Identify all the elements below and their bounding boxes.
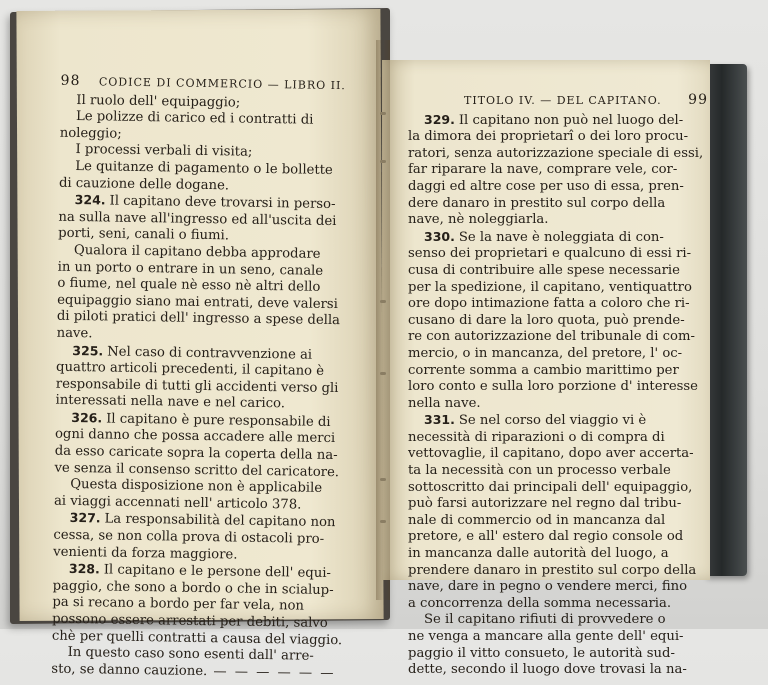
line-text: Questa disposizione non è applicabile [70, 477, 323, 497]
text-line [408, 463, 708, 480]
line-text: chè per quelli contratti a causa del viaggio. [51, 628, 343, 648]
line-text: per la spedizione, il capitano, ventiquattro [408, 279, 692, 295]
line-text: corrente somma a cambio marittimo per [408, 362, 679, 378]
line-text: noleggio; [59, 125, 122, 142]
line-text: ratori, senza autorizzazione speciale di essi, [408, 145, 704, 161]
text-line [408, 263, 708, 280]
line-text: mercio, o in mancanza, del pretore, l' oc- [408, 345, 683, 361]
line-text: Se il capitano rifiuti di provvedere o [424, 612, 666, 628]
text-line [408, 596, 708, 613]
text-line [408, 546, 708, 563]
text-line [408, 513, 708, 530]
right-text-lines [408, 112, 708, 679]
binding-stitch [380, 478, 386, 481]
line-text: loro conto e sulla loro porzione d' interesse [408, 379, 698, 395]
text-line [408, 329, 708, 346]
line-text: di piloti pratici dell' ingresso a spese della [56, 309, 341, 329]
line-text: da esso caricate sopra la coperta della na- [54, 443, 338, 464]
text-line [408, 379, 708, 396]
line-text: prendere danaro in prestito sul corpo della [408, 562, 697, 578]
line-text: daggi ed altre cose per uso di essa, pren- [408, 178, 684, 194]
text-line [408, 129, 708, 146]
line-text: nave, dare in pegno o vendere merci, fino [408, 579, 688, 595]
line-text: nale di commercio od in mancanza dal [408, 512, 666, 528]
text-line [408, 146, 708, 163]
article-number: 326. [71, 409, 103, 426]
text-line [408, 662, 708, 679]
text-line [408, 446, 708, 463]
binding-stitch [380, 372, 386, 375]
line-text: paggio, che sono a bordo o che in scialup- [52, 578, 334, 598]
line-text: può farsi autorizzare nel regno dal tribu- [408, 496, 682, 512]
left-text-lines [51, 92, 386, 683]
line-text: Nel caso di contravvenzione ai [107, 343, 313, 363]
left-page-number: 98 [60, 72, 81, 90]
binding-stitch [380, 112, 386, 115]
text-line [408, 346, 708, 363]
line-text: na sulla nave all'ingresso ed all'uscita dei [58, 209, 337, 229]
line-text: cessa, se non colla prova di ostacoli pro- [53, 527, 325, 547]
line-text: Le polizze di carico ed i contratti di [75, 109, 314, 128]
line-text: la dimora dei proprietarî o dei loro procu- [408, 129, 689, 145]
text-line [408, 246, 708, 263]
line-text: pa si recano a bordo per far vela, non [52, 595, 305, 615]
binding-stitch [380, 160, 386, 163]
line-text: nella nave. [408, 395, 481, 411]
text-line [408, 412, 708, 430]
article-number: 327. [69, 510, 101, 526]
line-text: Il capitano non può nel luogo del- [458, 112, 684, 128]
text-line [408, 496, 708, 513]
line-text: di cauzione delle dogane. [58, 175, 230, 193]
line-text: sottoscritto dai principali dell' equipaggio, [408, 479, 693, 495]
line-text: vettovaglie, il capitano, dopo aver accerta- [408, 446, 694, 462]
line-text: In questo caso sono esenti dall' arre- [67, 645, 314, 664]
line-text: in un porto o entrare in un seno, canale [57, 259, 324, 279]
text-line [408, 430, 708, 447]
line-text: Qualora il capitano debba approdare [73, 242, 321, 262]
line-text: I processi verbali di visita; [75, 142, 253, 161]
book-front-cover-edge [705, 64, 747, 576]
text-line [408, 196, 708, 213]
article-number: 330. [424, 228, 455, 244]
line-text: venienti da forza maggiore. [53, 544, 238, 563]
line-text: dere danaro in prestito sul corpo della [408, 195, 666, 211]
line-text: quattro articoli precedenti, il capitano è [55, 359, 325, 379]
left-running-head [60, 73, 386, 96]
line-text: Se nel corso del viaggio vi è [458, 413, 647, 429]
text-line [408, 296, 708, 313]
line-text: cusano di dare la loro quota, può prende- [408, 312, 685, 328]
text-line [408, 179, 708, 196]
line-text: o fiume, nel quale nè esso nè altri dello [57, 275, 321, 295]
line-text: Se la nave è noleggiata di con- [458, 229, 664, 245]
left-page [16, 9, 383, 681]
line-text: a concorrenza della somma necessaria. [408, 595, 672, 611]
line-text: nave. [56, 325, 93, 342]
line-text: Il capitano deve trovarsi in perso- [109, 193, 336, 213]
right-running-head [408, 92, 708, 110]
line-text: pretore, e all' estero dal regio console od [408, 529, 684, 545]
right-running-title: TITOLO IV. — DEL CAPITANO. [464, 94, 662, 107]
line-text: La responsabilità del capitano non [104, 511, 336, 531]
line-text: nave, nè noleggiarla. [408, 212, 549, 228]
article-number: 328. [68, 561, 100, 577]
binding-stitch [380, 300, 386, 303]
line-text: responsabile di tutti gli accidenti verso gli [55, 376, 339, 396]
text-line [408, 629, 708, 646]
right-page-text [408, 92, 708, 679]
article-number: 325. [72, 342, 104, 358]
left-page-text [51, 73, 386, 683]
line-text: senso dei proprietari e qualcuno di essi ri- [408, 246, 692, 262]
text-line [408, 162, 708, 179]
book-gutter [376, 40, 390, 600]
right-page [382, 60, 710, 678]
line-text: necessità di riparazioni o di compra di [408, 429, 665, 445]
text-line [408, 212, 708, 229]
text-line [408, 563, 708, 580]
line-text: Le quitanze di pagamento o le bollette [75, 158, 333, 178]
line-text: far riparare la nave, comprare vele, cor- [408, 162, 678, 178]
line-text: ore dopo intimazione fatta a coloro che ri- [408, 296, 690, 312]
line-text: Il capitano è pure responsabile di [106, 411, 331, 430]
line-text: ogni danno che possa accadere alle merci [54, 427, 336, 447]
line-text: Il capitano e le persone dell' equi- [103, 562, 332, 582]
article-number: 331. [424, 412, 455, 428]
closing-rule: — — — — — — [207, 663, 336, 681]
line-text: interessati nella nave e nel carico. [55, 392, 286, 412]
text-line [408, 646, 708, 663]
line-text: ve senza il consenso scritto del caricatore. [54, 460, 340, 480]
line-text: ne venga a mancare alla gente dell' equi- [408, 629, 684, 644]
article-number: 324. [74, 192, 106, 208]
article-number: 329. [424, 111, 455, 127]
line-text: cusa di contribuire alle spese necessarie [408, 262, 680, 278]
line-text: dette, secondo il luogo dove trovasi la na- [408, 662, 687, 678]
line-text: equipaggio siano mai entrati, deve valersi [57, 292, 338, 312]
line-text: ta la necessità con un processo verbale [408, 463, 671, 479]
text-line [408, 612, 708, 629]
line-text: porti, seni, canali o fiumi. [58, 226, 230, 244]
text-line [408, 280, 708, 297]
text-line [408, 480, 708, 497]
line-text: re con autorizzazione del tribunale di com- [408, 329, 695, 345]
line-text: sto, se danno cauzione. [51, 661, 208, 679]
right-page-number: 99 [688, 92, 708, 108]
line-text: Il ruolo dell' equipaggio; [76, 92, 241, 111]
text-line [408, 579, 708, 596]
text-line [408, 313, 708, 330]
text-line [408, 363, 708, 380]
line-text: ai viaggi accennati nell' articolo 378. [53, 493, 302, 513]
text-line [408, 396, 708, 413]
binding-stitch [380, 520, 386, 523]
text-line [408, 529, 708, 546]
line-text: possono essere arrestati per debiti, salvo [52, 611, 328, 631]
line-text: in mancanza dalle autorità del luogo, a [408, 546, 669, 562]
text-line [408, 112, 708, 130]
text-line [408, 229, 708, 247]
left-running-title: CODICE DI COMMERCIO — LIBRO II. [98, 75, 346, 93]
line-text: paggio il vitto consueto, le autorità sud- [408, 645, 675, 661]
